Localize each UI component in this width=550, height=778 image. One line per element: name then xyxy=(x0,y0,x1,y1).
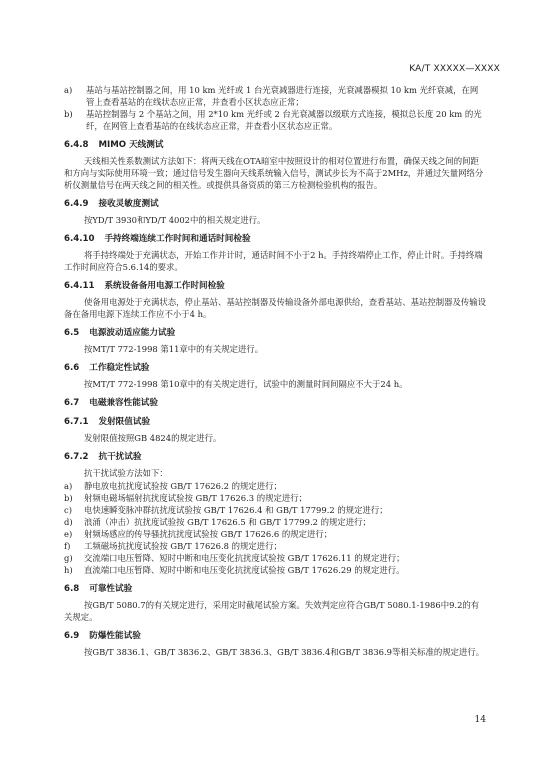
section-title: 系统设备备用电源工作时间检验 xyxy=(104,281,225,291)
section-heading xyxy=(64,233,486,245)
paragraph: 将手持终端处于充满状态，开始工作并计时，通话时间不小于2 h。手持终端停止工作，停止计时。手持终端工作时间应符合5.6.14的要求。 xyxy=(64,250,483,272)
list-item xyxy=(64,504,486,516)
intro-list xyxy=(64,84,486,132)
immunity-list xyxy=(64,480,486,576)
section-title: 电磁兼容性能试验 xyxy=(89,398,158,408)
section-number: 6.5 xyxy=(64,328,80,338)
section-number: 6.7.2 xyxy=(64,452,89,462)
list-text: 交流端口电压暂降、短时中断和电压变化抗扰度试验按 GB/T 17626.11 的规定进行； xyxy=(84,553,405,563)
list-item xyxy=(64,516,486,528)
section-number: 6.7.1 xyxy=(64,417,89,427)
section-heading xyxy=(64,280,486,292)
section-number: 6.8 xyxy=(64,584,80,594)
section-title: 发射限值试验 xyxy=(98,417,151,427)
paragraph: 按MT/T 772-1998 第11章中的有关规定进行。 xyxy=(84,344,264,354)
section-number: 6.6 xyxy=(64,363,80,373)
list-marker: h) xyxy=(64,565,73,575)
page-content xyxy=(64,84,486,662)
list-text: 射频电磁场辐射抗扰度试验按 GB/T 17626.3 的规定进行； xyxy=(84,493,307,503)
list-item xyxy=(64,564,486,576)
section-number: 6.7 xyxy=(64,398,80,408)
list-marker: d) xyxy=(64,517,73,527)
section-heading xyxy=(64,327,486,339)
section-heading xyxy=(64,416,486,428)
list-item xyxy=(64,108,486,132)
list-text: 电快速瞬变脉冲群抗扰度试验按 GB/T 17626.4 和 GB/T 17799.2 的规定进行； xyxy=(84,505,388,515)
list-text: 浪涌（冲击）抗扰度试验按 GB/T 17626.5 和 GB/T 17799.2 的规定进行； xyxy=(84,517,371,527)
list-item xyxy=(64,480,486,492)
list-text: 射频场感应的传导骚扰抗扰度试验按 GB/T 17626.6 的规定进行； xyxy=(84,529,333,539)
section-title: 电源波动适应能力试验 xyxy=(89,328,176,338)
section-heading xyxy=(64,362,486,374)
section-number: 6.4.8 xyxy=(64,140,89,150)
paragraph: 按GB/T 3836.1、GB/T 3836.2、GB/T 3836.3、GB/T 3836.4和GB/T 3836.9等相关标准的规定进行。 xyxy=(84,647,485,657)
list-text: 基站控制器与 2 个基站之间，用 2*10 km 光纤或 2 台光衰减器以级联方式连接，模拟总长度 20 km 的光纤，在网管上查看基站的在线状态应正常，并查看小区状态应正常。 xyxy=(86,109,482,131)
list-marker: c) xyxy=(64,505,72,515)
paragraph: 按MT/T 772-1998 第10章中的有关规定进行，试验中的测量时间间隔应不大于24 h。 xyxy=(84,379,408,389)
section-title: 抗干扰试验 xyxy=(98,452,142,462)
section-title: MIMO 天线测试 xyxy=(98,140,164,150)
section-heading xyxy=(64,451,486,463)
section-number: 6.4.10 xyxy=(64,234,95,244)
section-title: 可靠性试验 xyxy=(89,584,133,594)
list-text: 直流端口电压暂降、短时中断和电压变化抗扰度试验按 GB/T 17626.29 的规定进行。 xyxy=(84,565,405,575)
list-text: 基站与基站控制器之间，用 10 km 光纤或 1 台光衰减器进行连接，光衰减器模拟 10 km 光纤衰减，在网管上查看基站的在线状态应正常，并查看小区状态应正常； xyxy=(86,85,479,107)
page-number: 14 xyxy=(474,715,486,725)
list-item xyxy=(64,492,486,504)
list-marker: e) xyxy=(64,529,73,539)
paragraph: 按GB/T 5080.7的有关规定进行，采用定时截尾试验方案。失效判定应符合GB/T 5080.1-1986中9.2的有关规定。 xyxy=(64,600,480,622)
paragraph: 抗干扰试验方法如下： xyxy=(84,468,168,478)
section-heading xyxy=(64,198,486,210)
list-marker: b) xyxy=(64,109,73,119)
section-heading xyxy=(64,397,486,409)
section-heading xyxy=(64,139,486,151)
paragraph: 发射限值按照GB 4824的规定进行。 xyxy=(84,433,222,443)
section-title: 手持终端连续工作时间和通话时间检验 xyxy=(104,234,251,244)
list-item xyxy=(64,528,486,540)
list-marker: b) xyxy=(64,493,73,503)
paragraph: 按YD/T 3930和YD/T 4002中的相关规定进行。 xyxy=(84,215,266,225)
section-heading xyxy=(64,583,486,595)
section-title: 接收灵敏度测试 xyxy=(98,199,159,209)
section-number: 6.9 xyxy=(64,631,80,641)
section-title: 防爆性能试验 xyxy=(89,631,141,641)
list-item xyxy=(64,84,486,108)
section-heading xyxy=(64,630,486,642)
list-marker: f) xyxy=(64,541,71,551)
section-number: 6.4.11 xyxy=(64,281,95,291)
document-code: KA/T XXXXX—XXXX xyxy=(409,64,500,74)
section-title: 工作稳定性试验 xyxy=(89,363,150,373)
paragraph: 使备用电源处于充满状态，停止基站、基站控制器及传输设备外部电源供给，查看基站、基站控制器及传输设备在备用电源下连续工作应不小于4 h。 xyxy=(64,297,486,319)
list-marker: g) xyxy=(64,553,73,563)
list-text: 静电放电抗扰度试验按 GB/T 17626.2 的规定进行； xyxy=(84,481,282,491)
list-item xyxy=(64,540,486,552)
list-item xyxy=(64,552,486,564)
list-marker: a) xyxy=(64,85,73,95)
list-text: 工频磁场抗扰度试验按 GB/T 17626.8 的规定进行； xyxy=(84,541,282,551)
list-marker: a) xyxy=(64,481,73,491)
section-number: 6.4.9 xyxy=(64,199,89,209)
paragraph: 天线相关性系数测试方法如下：将两天线在OTA暗室中按照设计的相对位置进行布置，确保天线之间的间距和方向与实际使用环境一致；通过信号发生器向天线系统输入信号，测试步长为不高于2MHz，并通过矢量网络分析仪测量信号在两天线之间的相关性。或提供具备资质的第三方检测检验机构的报告。 xyxy=(64,156,484,190)
